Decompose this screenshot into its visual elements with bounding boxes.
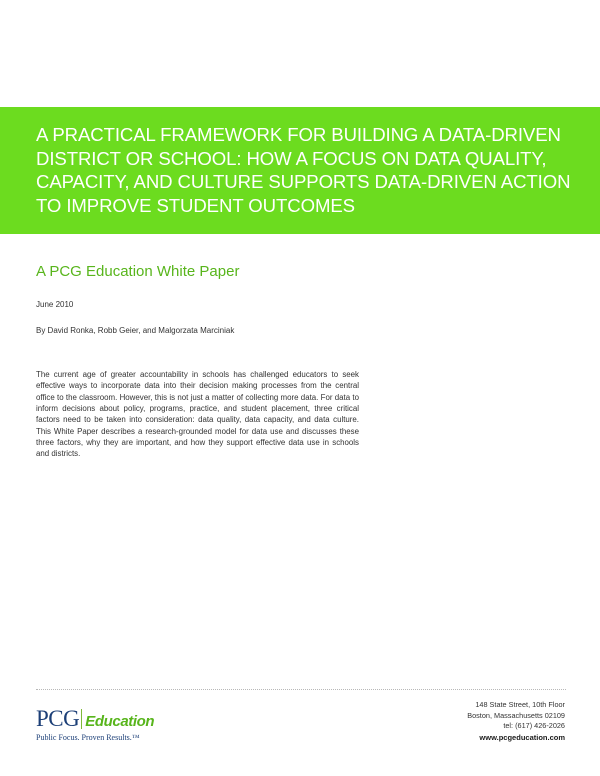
document-subtitle: A PCG Education White Paper [36,263,240,280]
address-city: Boston, Massachusetts 02109 [467,710,565,720]
website-link[interactable]: www.pcgeducation.com [479,733,565,742]
document-title: A PRACTICAL FRAMEWORK FOR BUILDING A DATA-DRIVEN DISTRICT OR SCHOOL: HOW A FOCUS ON DATA QUALITY, CAPACITY, AND CULTURE SUPPORTS DATA-DRIVEN ACTION TO IMPROVE STUDENT OUTCOMES [36,124,571,216]
publication-date: June 2010 [36,300,74,309]
logo-wordmark [36,706,154,732]
logo-brand: PCG [36,706,80,731]
abstract-paragraph: The current age of greater accountability in schools has challenged educators to seek effective ways to incorporate data into their decision making processes from the central office to the classroom. However, this is not just a matter of collecting more data. For data to inform decisions about policy, programs, practice, and student placement, three critical factors need to be taken into consideration: data quality, data capacity, and data culture. This White Paper describes a research-grounded model for data use and discusses these three factors, why they are important, and how they support effective data use in schools and districts. [36,370,359,459]
title-banner [0,107,600,234]
address-phone: tel: (617) 426-2026 [503,721,565,731]
contact-address [467,700,565,732]
author-line: By David Ronka, Robb Geier, and Malgorzata Marciniak [36,326,235,335]
address-street: 148 State Street, 10th Floor [475,700,565,709]
pcg-education-logo [36,706,216,746]
logo-tagline: Public Focus. Proven Results.™ [36,733,140,742]
logo-division: Education [85,713,155,730]
footer-divider [36,689,566,690]
logo-separator [81,709,82,729]
